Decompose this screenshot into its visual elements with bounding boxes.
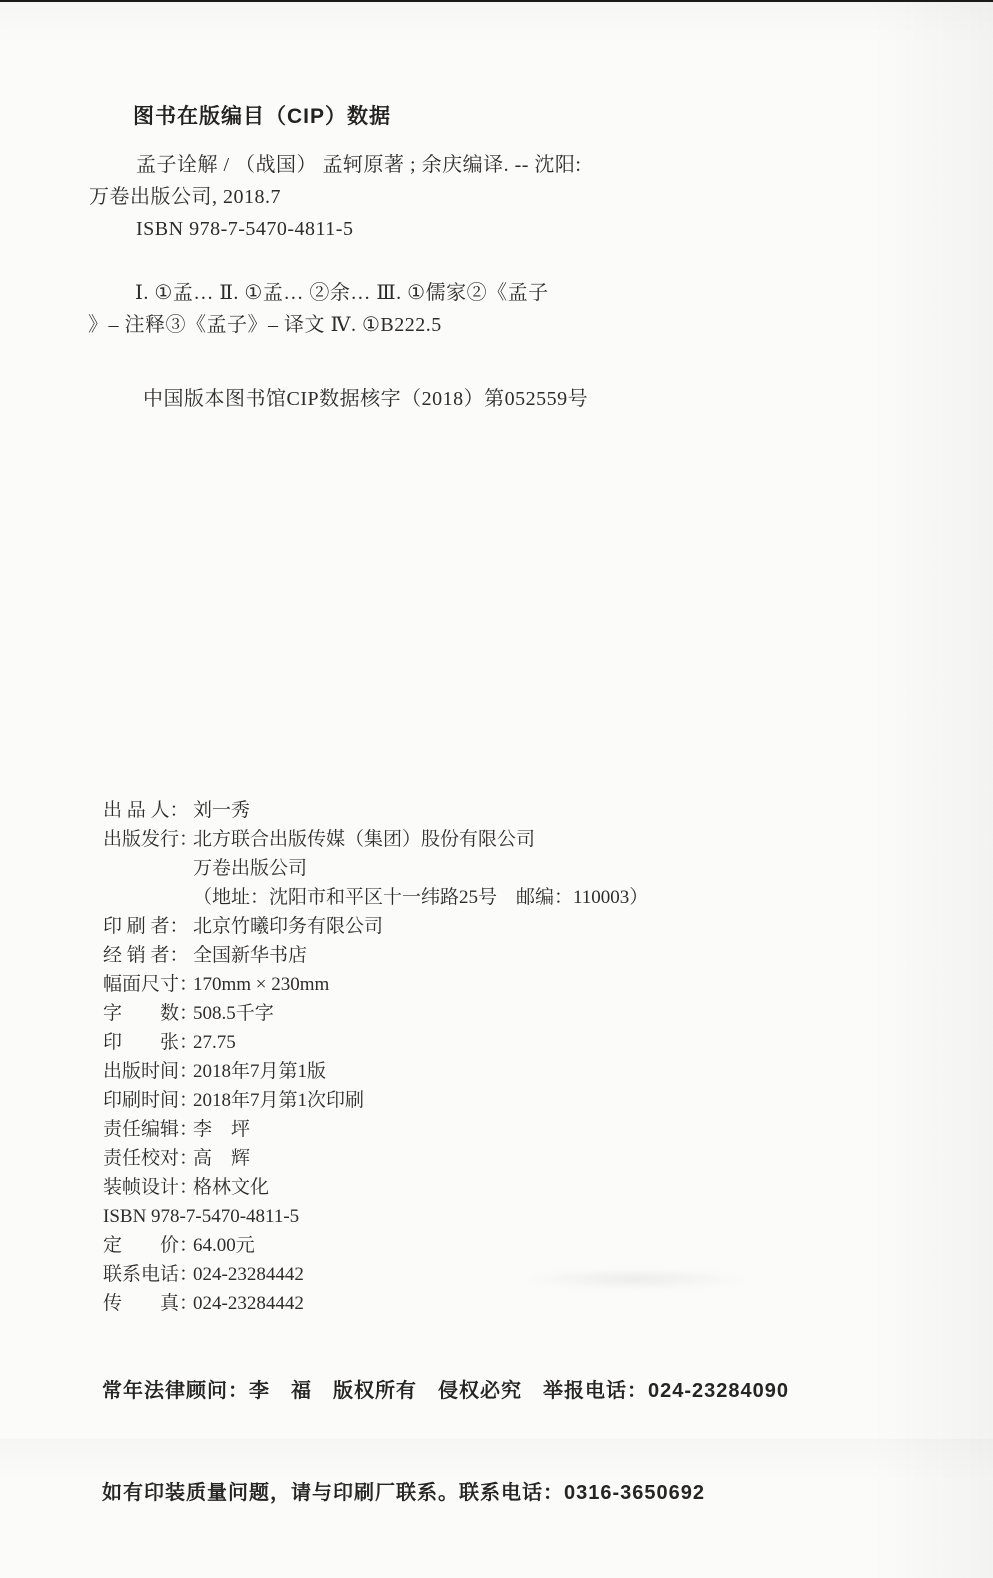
legal-line-1: 常年法律顾问：李 福 版权所有 侵权必究 举报电话：024-23284090 [102,1380,790,1402]
pub-row-isbn [103,1202,823,1231]
pub-value: 27.75 [193,1032,236,1053]
pub-label: 字 数： [103,1003,199,1024]
classification-line-2: 》– 注释③《孟子》– 译文 Ⅳ. ①B222.5 [88,314,442,336]
pub-value: 万卷出版公司 [193,858,308,879]
pub-value: 170mm × 230mm [193,974,330,995]
scan-top-edge-line [0,0,993,2]
pub-value: 北京竹曦印务有限公司 [193,916,384,937]
pub-value: ISBN 978-7-5470-4811-5 [103,1206,300,1227]
pub-row-word-count [103,999,823,1028]
legal-notice [102,1306,962,1578]
pub-label: 联系电话： [103,1264,199,1285]
cip-data-title: 图书在版编目（CIP）数据 [133,105,392,128]
pub-value: 508.5千字 [193,1003,274,1024]
pub-value: 2018年7月第1次印刷 [193,1090,365,1111]
pub-value: 李 坪 [193,1119,251,1140]
pub-row-editor [103,1115,823,1144]
pub-value: 北方联合出版传媒（集团）股份有限公司 [193,829,536,850]
pub-label: 定 价： [103,1235,199,1256]
pub-row-publish-date [103,1057,823,1086]
bibliography-line-1: 孟子诠解 / （战国） 孟轲原著 ; 余庆编译. -- 沈阳: [136,154,582,176]
pub-row-print-date [103,1086,823,1115]
pub-row-publisher [103,825,823,854]
pub-value: 全国新华书店 [193,945,308,966]
classification-line-1: Ⅰ. ①孟… Ⅱ. ①孟… ②余… Ⅲ. ①儒家②《孟子 [135,282,549,304]
isbn-line: ISBN 978-7-5470-4811-5 [136,218,354,240]
pub-value: 024-23284442 [193,1264,304,1285]
pub-label: 幅面尺寸： [103,974,199,995]
pub-value: 刘一秀 [193,800,251,821]
pub-row-proofreader [103,1144,823,1173]
pub-label: 责任编辑： [103,1119,199,1140]
pub-row-dimensions [103,970,823,999]
pub-row-publisher-2 [103,854,823,883]
pub-value: 024-23284442 [193,1293,304,1314]
pub-label: 责任校对： [103,1148,199,1169]
pub-value: 格林文化 [193,1177,270,1198]
pub-value: 2018年7月第1版 [193,1061,327,1082]
pub-value: 高 辉 [193,1148,251,1169]
pub-label: 出版发行： [103,829,199,850]
pub-label: 装帧设计： [103,1177,199,1198]
pub-row-sheets [103,1028,823,1057]
bibliography-line-2: 万卷出版公司, 2018.7 [89,186,281,208]
legal-line-2: 如有印装质量问题，请与印刷厂联系。联系电话：0316-3650692 [102,1482,706,1504]
pub-label: 印 张： [103,1032,199,1053]
pub-label: 印刷时间： [103,1090,199,1111]
bibliography-entry [89,149,729,245]
pub-row-price [103,1231,823,1260]
pub-row-distributor [103,941,823,970]
pub-label: 出版时间： [103,1061,199,1082]
pub-row-printer [103,912,823,941]
publication-details [103,796,823,1318]
pub-row-phone [103,1260,823,1289]
pub-label: 出 品 人： [103,800,189,821]
pub-label: 印 刷 者： [103,916,189,937]
pub-label: 传 真： [103,1293,199,1314]
pub-value: （地址：沈阳市和平区十一纬路25号 邮编：110003） [193,887,649,908]
classification-codes [88,277,648,341]
pub-value: 64.00元 [193,1235,255,1256]
pub-row-producer [103,796,823,825]
pub-row-design [103,1173,823,1202]
cip-record-number: 中国版本图书馆CIP数据核字（2018）第052559号 [143,388,589,410]
pub-label: 经 销 者： [103,945,189,966]
pub-row-address [103,883,823,912]
